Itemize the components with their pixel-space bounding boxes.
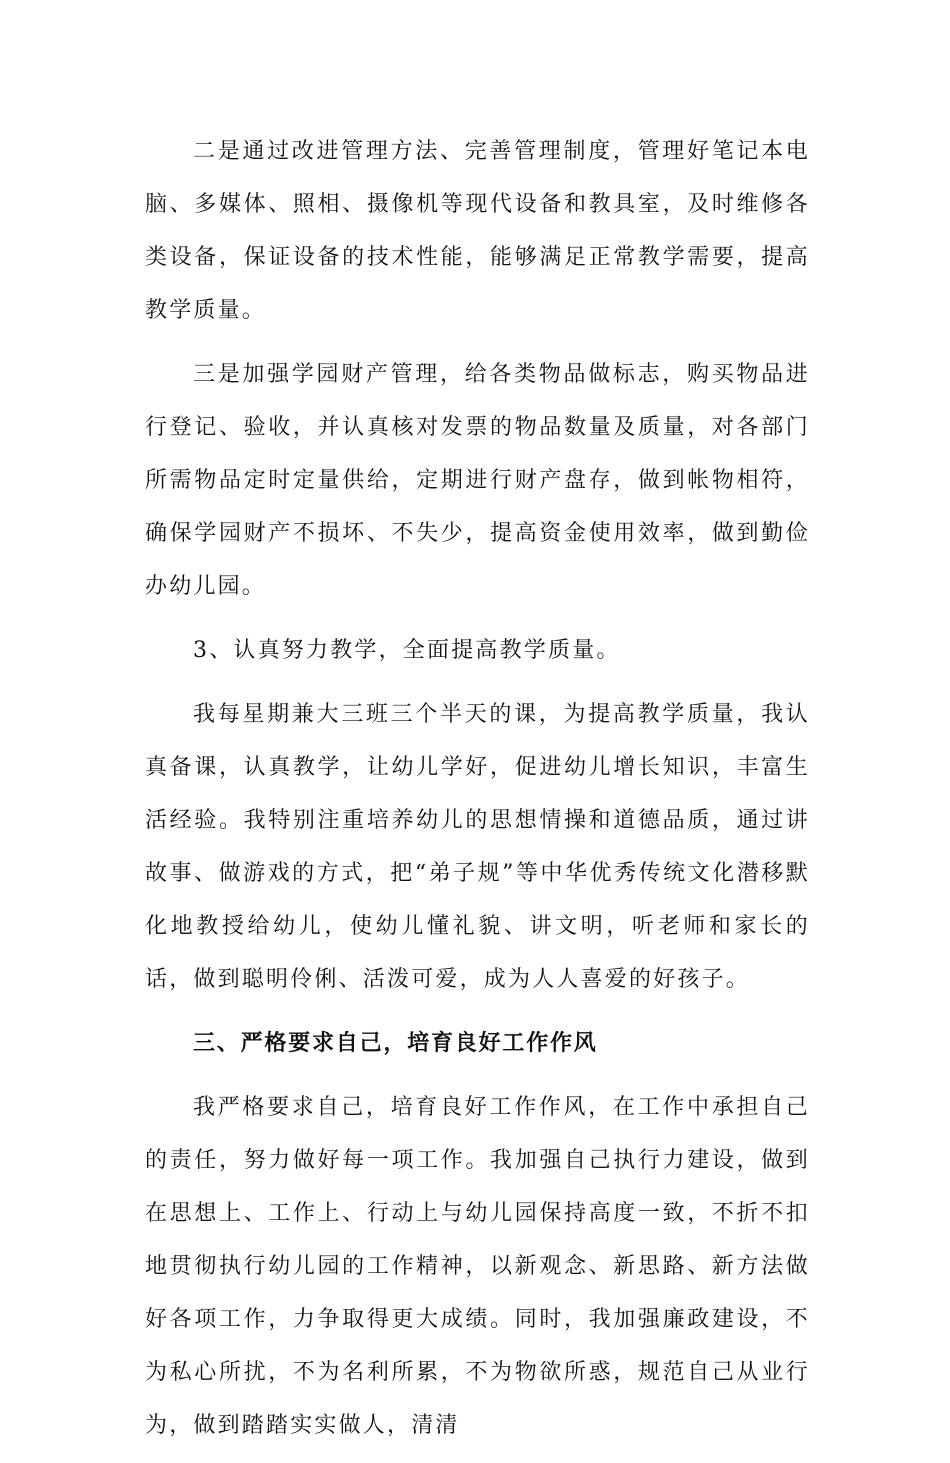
paragraph-work-style: 我严格要求自己，培育良好工作作风，在工作中承担自己的责任，努力做好每一项工作。我加强自己执行力建设，做到在思想上、工作上、行动上与幼儿园保持高度一致，不折不扣地贯彻执行幼儿园的工作精神，以新观念、新思路、新方法做好各项工作，力争取得更大成绩。同时，我加强廉政建设，不为私心所扰，不为名利所累，不为物欲所惑，规范自己从业行为，做到踏踏实实做人，清清 — [145, 1095, 810, 1438]
document-body — [145, 125, 810, 1463]
section-heading: 三、严格要求自己，培育良好工作作风 — [193, 1031, 598, 1056]
paragraph-property-management: 三是加强学园财产管理，给各类物品做标志，购买物品进行登记、验收，并认真核对发票的物品数量及质量，对各部门所需物品定时定量供给，定期进行财产盘存，做到帐物相符，确保学园财产不损坏、不失少，提高资金使用效率，做到勤俭办幼儿园。 — [145, 362, 810, 599]
paragraph-equipment-management: 二是通过改进管理方法、完善管理制度，管理好笔记本电脑、多媒体、照相、摄像机等现代设备和教具室，及时维修各类设备，保证设备的技术性能，能够满足正常教学需要，提高教学质量。 — [145, 139, 810, 323]
paragraph-teaching-details: 我每星期兼大三班三个半天的课，为提高教学质量，我认真备课，认真教学，让幼儿学好，促进幼儿增长知识，丰富生活经验。我特别注重培养幼儿的思想情操和道德品质，通过讲故事、做游戏的方式，把“弟子规”等中华优秀传统文化潜移默化地教授给幼儿，使幼儿懂礼貌、讲文明，听老师和家长的话，做到聪明伶俐、活泼可爱，成为人人喜爱的好孩子。 — [145, 702, 810, 992]
paragraph-teaching-subheading: 3、认真努力教学，全面提高教学质量。 — [193, 638, 621, 663]
